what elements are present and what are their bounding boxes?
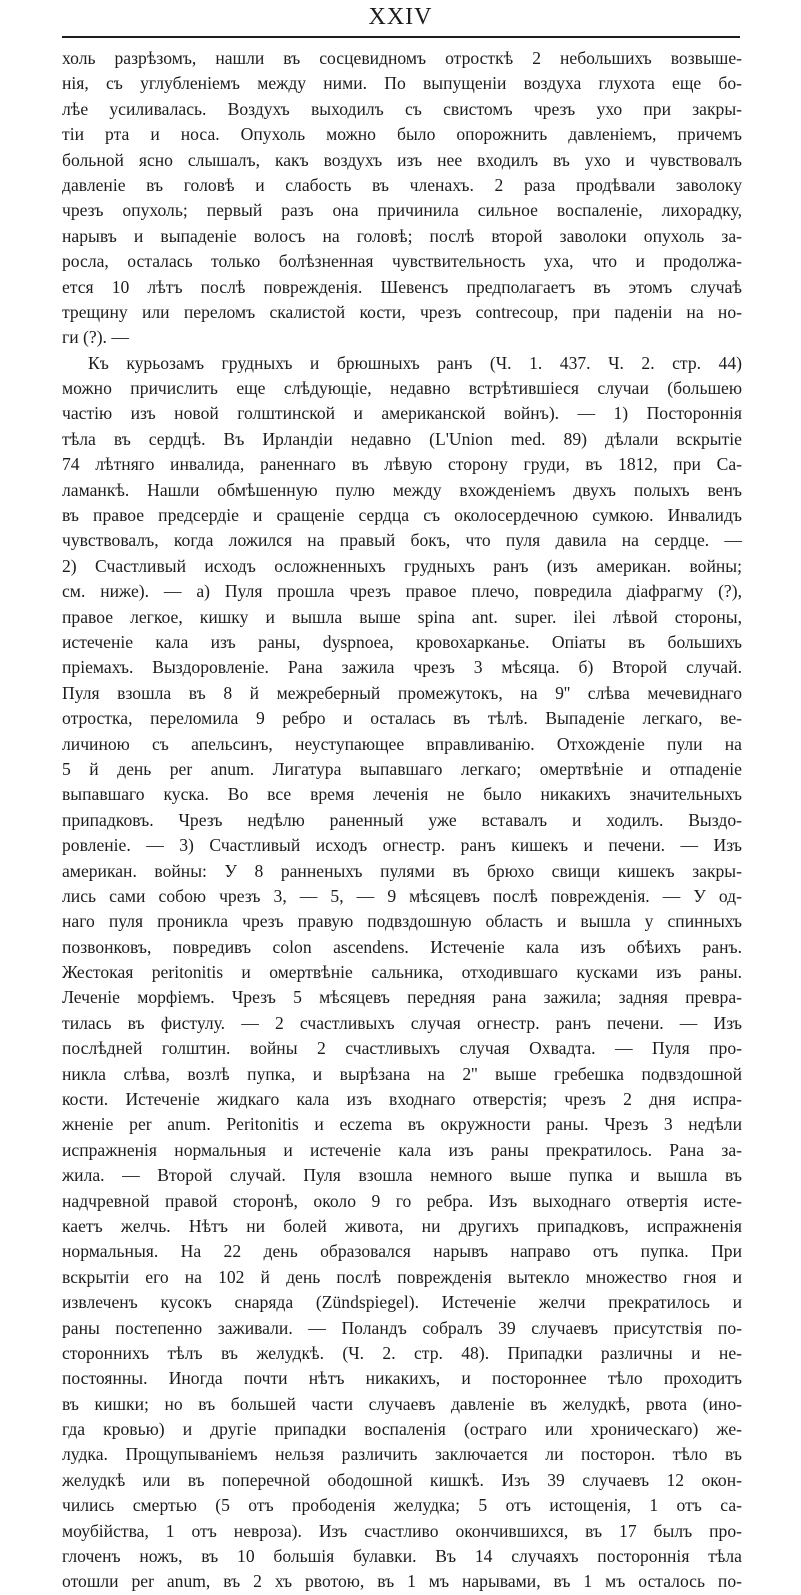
text-line: каетъ желчь. Нѣтъ ни болей живота, ни другихъ припадковъ, испражненія [62, 1215, 742, 1236]
text-line: холь разрѣзомъ, нашли въ сосцевидномъ отросткѣ 2 небольшихъ возвыше- [62, 48, 742, 68]
header-rule [62, 36, 740, 38]
text-line: лѣе усиливалась. Воздухъ выходилъ съ свистомъ чрезъ ухо при закры- [62, 98, 742, 119]
text-line: моубійства, 1 отъ невроза). Изъ счастливо окончившихся, въ 17 былъ про- [62, 1520, 742, 1541]
text-line: нормальныя. На 22 день образовался нарывъ направо отъ пупка. При [62, 1241, 742, 1262]
text-line: можно причислить еще слѣдующіе, недавно встрѣтившіеся случаи (большею [62, 378, 742, 399]
text-line: росла, осталась только болѣзненная чувствительность уха, что и продолжа- [62, 251, 742, 272]
text-line: позвонковъ, повредивъ colon ascendens. Истеченіе кала изъ обѣихъ ранъ. [62, 936, 742, 957]
text-line: извлеченъ кусокъ снаряда (Zündspiegel). Истеченіе желчи прекратилось и [62, 1292, 742, 1313]
text-line: лудка. Прощупываніемъ нельзя различить заключается ли посторон. тѣло въ [62, 1444, 742, 1465]
body-text [62, 46, 742, 1595]
text-line: желудкѣ или въ поперечной ободошной кишкѣ. Изъ 39 случаевъ 12 окон- [62, 1469, 742, 1490]
text-line: ется 10 лѣтъ послѣ поврежденія. Шевенсъ предполагаетъ въ этомъ случаѣ [62, 276, 742, 297]
text-line: Пуля взошла въ 8 й межреберный промежутокъ, на 9'' слѣва мечевиднаго [62, 682, 742, 703]
text-line: 74 лѣтняго инвалида, раненнаго въ лѣвую сторону груди, въ 1812, при Са- [62, 454, 742, 475]
text-line: давленіе въ головѣ и слабость въ членахъ. 2 раза продѣвали заволоку [62, 174, 742, 195]
text-line: отошли per anum, въ 2 хъ рвотою, въ 1 мъ нарывами, въ 1 мъ осталось по- [62, 1571, 742, 1592]
text-line: частію изъ новой голштинской и американской войнъ). — 1) Постороннія [62, 403, 742, 424]
text-line: выпавшаго куска. Во все время леченія не было никакихъ значительныхъ [62, 784, 742, 805]
text-line: послѣдней голштин. войны 2 счастливыхъ случая Охвадта. — Пуля про- [62, 1038, 742, 1059]
text-line: нія, съ углубленіемъ между ними. По выпущеніи воздуха глухота еще бо- [62, 73, 742, 94]
text-line: отростка, переломила 9 ребро и осталась въ тѣлѣ. Выпаденіе легкаго, ве- [62, 708, 742, 729]
text-line: тѣла въ сердцѣ. Въ Ирландіи недавно (L'Union med. 89) дѣлали вскрытіе [62, 428, 742, 449]
text-line: 2) Счастливый исходъ осложненныхъ грудныхъ ранъ (изъ американ. войны; [62, 555, 742, 576]
text-line: стороннихъ тѣлъ въ желудкѣ. (Ч. 2. стр. 48). Припадки различны и не- [62, 1342, 742, 1363]
text-line: американ. войны: У 8 ранненыхъ пулями въ брюхо свищи кишекъ закры- [62, 860, 742, 881]
text-line: больной ясно слышалъ, какъ воздухъ изъ нее входилъ въ ухо и чувствовалъ [62, 149, 742, 170]
text-line: ги (?). — [62, 327, 129, 348]
text-line: гда кровью) и другіе припадки воспаленія (остраго или хроническаго) же- [62, 1419, 742, 1440]
text-line: надчревной правой сторонѣ, около 9 го ребра. Изъ выходнаго отвертія исте- [62, 1190, 742, 1211]
text-line: чились смертью (5 отъ прободенія желудка; 5 отъ истощенія, 1 отъ са- [62, 1495, 742, 1516]
text-line: наго пуля проникла чрезъ правую подвздошную область и вышла у спинныхъ [62, 911, 742, 932]
text-line: припадковъ. Чрезъ недѣлю раненный уже вставалъ и ходилъ. Выздо- [62, 809, 742, 830]
text-line: истеченіе кала изъ раны, dyspnoea, кровохарканье. Опіаты въ большихъ [62, 631, 742, 652]
text-line: ламанкѣ. Нашли обмѣшенную пулю между вхожденіемъ двухъ полыхъ венъ [62, 479, 742, 500]
text-line: Леченіе морфіемъ. Чрезъ 5 мѣсяцевъ передняя рана зажила; задняя превра- [62, 987, 742, 1008]
text-line: никла слѣва, возлѣ пупка, и вырѣзана на 2'' выше гребешка подвздошной [62, 1063, 742, 1084]
text-line: кости. Истеченіе жидкаго кала изъ входнаго отверстія; чрезъ 2 дня испра- [62, 1089, 742, 1110]
text-line: раны постепенно заживали. — Поландъ собралъ 39 случаевъ присутствія по- [62, 1317, 742, 1338]
text-line: въ правое предсердіе и сращеніе сердца съ околосердечною сумкою. Инвалидъ [62, 505, 742, 526]
page-number: XXIV [368, 4, 433, 30]
text-line: жила. — Второй случай. Пуля взошла немного выше пупка и вышла въ [62, 1165, 742, 1186]
text-line: лись сами собою чрезъ 3, — 5, — 9 мѣсяцевъ послѣ поврежденія. — У од- [62, 885, 742, 906]
text-line: чувствовалъ, когда ложился на правый бокъ, что пуля давила на сердце. — [62, 530, 742, 551]
text-line: ровленіе. — 3) Счастливый исходъ огнестр. ранъ кишекъ и печени. — Изъ [62, 835, 742, 856]
text-line: вскрытіи его на 102 й день послѣ поврежденія вытекло множество гноя и [62, 1266, 742, 1287]
text-line: Къ курьозамъ грудныхъ и брюшныхъ ранъ (Ч. 1. 437. Ч. 2. стр. 44) [88, 352, 742, 373]
text-line: трещину или переломъ скалистой кости, чрезъ contrecoup, при паденіи на но- [62, 301, 742, 322]
text-line: 5 й день per anum. Лигатура выпавшаго легкаго; омертвѣніе и отпаденіе [62, 758, 742, 779]
text-line: пріемахъ. Выздоровленіе. Рана зажила чрезъ 3 мѣсяца. б) Второй случай. [62, 657, 742, 678]
text-line: глоченъ ножъ, въ 10 большія булавки. Въ 14 случаяхъ постороннія тѣла [62, 1546, 742, 1567]
text-line: чрезъ опухоль; первый разъ она причинила сильное воспаленіе, лихорадку, [62, 200, 742, 221]
text-line: тіи рта и носа. Опухоль можно было опорожнить давленіемъ, причемъ [62, 124, 742, 145]
text-line: постоянны. Иногда почти нѣтъ никакихъ, и постороннее тѣло проходитъ [62, 1368, 742, 1389]
text-line: тилась въ фистулу. — 2 счастливыхъ случая огнестр. ранъ печени. — Изъ [62, 1012, 742, 1033]
text-line: нарывъ и выпаденіе волосъ на головѣ; послѣ второй заволоки опухоль за- [62, 225, 742, 246]
text-line: жненіе per anum. Peritonitis и eczema въ окружности раны. Чрезъ 3 недѣли [62, 1114, 742, 1135]
text-line: правое легкое, кишку и вышла выше spina ant. super. ilei лѣвой стороны, [62, 606, 742, 627]
text-line: въ кишки; но въ большей части случаевъ давленіе въ желудкѣ, рвота (ино- [62, 1393, 742, 1414]
text-line: личиною съ апельсинъ, неуступающее вправливанію. Отхожденіе пули на [62, 733, 742, 754]
text-line: Жестокая peritonitis и омертвѣніе сальника, отходившаго кусками изъ раны. [62, 962, 742, 983]
text-line: испражненія нормальныя и истеченіе кала изъ раны прекратилось. Рана за- [62, 1139, 742, 1160]
text-line: см. ниже). — а) Пуля прошла чрезъ правое плечо, повредила діафрагму (?), [62, 581, 742, 602]
